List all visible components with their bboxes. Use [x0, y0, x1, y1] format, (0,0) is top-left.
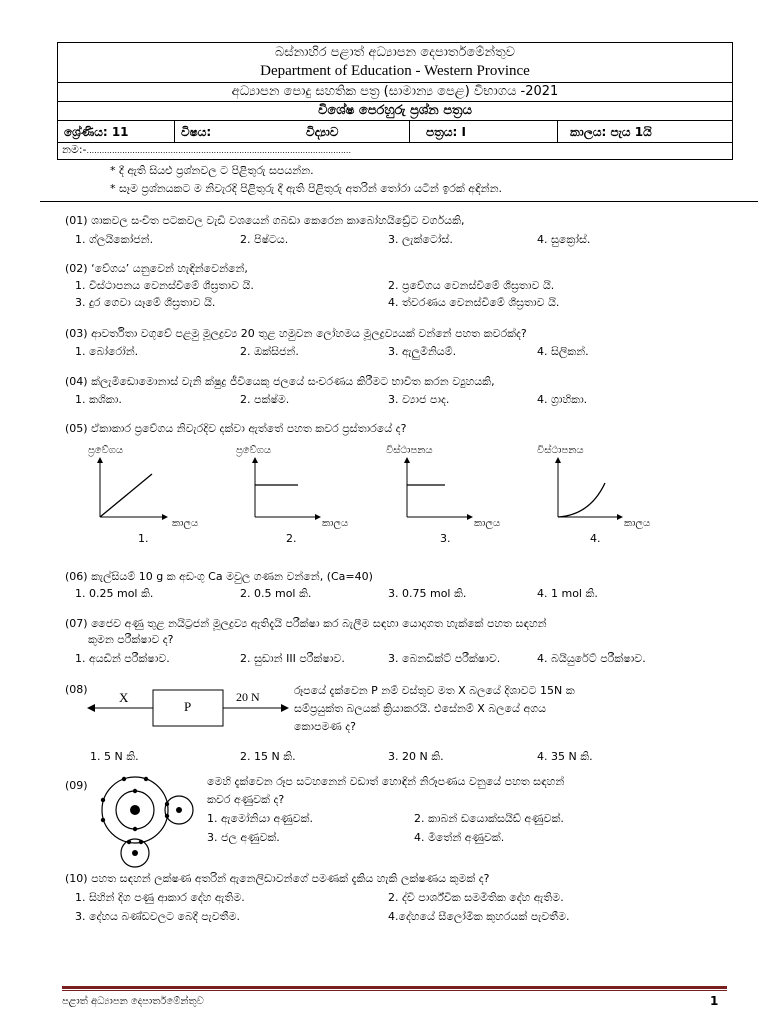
name-dots: ........................................................................................................	[86, 146, 351, 155]
name-label: නම:-	[62, 143, 87, 156]
block-p-label: P	[184, 699, 192, 714]
instruction-2: * සෑම ප්‍රශ්නයකට ම නිවැරදි පිළිතුරු දී ඇති පිළිතුරු අතරින් තෝරා යටින් ඉරක් අඳින්න.	[110, 182, 503, 195]
exam-line	[58, 83, 732, 102]
q2-option-1[interactable]: 1. විස්ථාපනය වෙනස්වීමේ ශීඝ්‍රතාව යි.	[75, 279, 254, 292]
q10-option-4[interactable]: 4.දේහයේ සීලෝමික කුහරයක් පැවතීම.	[388, 910, 570, 923]
q10-option-2[interactable]: 2. ද්වි පාර්ශ්වික සමමිතික දේහ ඇතිම.	[388, 891, 564, 904]
q10-option-1[interactable]: 1. සිහින් දිග පණු ආකාර දේහ ඇතිම.	[75, 891, 245, 904]
q1-option-4[interactable]: 4. සුක්‍රෝස්.	[537, 233, 591, 246]
question-10: (10) පහත සඳහන් ලක්ෂණ අතරින් ඇනෙලිඩාවන්ගේ පමණක් දැකිය හැකි ලක්ෂණය කුමක් ද?	[65, 872, 490, 885]
office-sinhala: බස්නාහිර පළාත් අධ්‍යාපන දෙපාර්තමේන්තුව	[274, 45, 515, 60]
q6-option-1[interactable]: 1. 0.25 mol කි.	[75, 587, 154, 600]
paper-cell: පත්‍රය: I	[410, 121, 558, 142]
q8-desc-3: කොපමණ ද?	[294, 720, 356, 733]
q9-desc-2: කවර අණුවක් ද?	[207, 793, 285, 806]
question-1: (01) ශාකවල සංචිත පටකවල වැඩි වශයෙන් ගබඩා කෙරෙන කාබෝහයිඩ්‍රේට වර්ගයකි,	[65, 214, 465, 227]
page-number: 1	[710, 994, 719, 1008]
q2-option-3[interactable]: 3. දුර ගෙවා යෑමේ ශීඝ්‍රතාව යි.	[75, 296, 216, 309]
graph-1[interactable]	[100, 460, 165, 517]
q9-option-1[interactable]: 1. ඇමෝනියා අණුවක්.	[207, 812, 313, 825]
graph4-curve	[558, 483, 605, 517]
q3-option-3[interactable]: 3. ඇලුමිනියම්.	[388, 345, 457, 358]
instructions-rule	[40, 201, 758, 202]
q1-option-3[interactable]: 3. ලැක්ටෝස්.	[388, 233, 453, 246]
paper-type: විශේෂ පෙරහුරු ප්‍රශ්න පත්‍රය	[318, 103, 472, 118]
info-row	[58, 121, 732, 143]
q3-option-1[interactable]: 1. බෝරෝන්.	[75, 345, 139, 358]
graph1-line	[100, 474, 152, 517]
grade-cell: ශ්‍රේණිය: 11	[58, 121, 175, 142]
q4-option-2[interactable]: 2. පක්ෂ්ම.	[240, 393, 290, 406]
graph-2[interactable]	[255, 460, 318, 517]
question-6: (06) කැල්සියම් 10 g ක අඩංගු Ca මවුල ගණන වන්නේ, (Ca=40)	[65, 570, 373, 583]
graph2-xlabel: කාලය	[322, 518, 349, 529]
q7-option-2[interactable]: 2. සුඩාන් III පරීක්ෂාව.	[240, 652, 345, 665]
q9-desc-1: මෙහි දැක්වෙන රූප සටහනෙන් වඩාත් හොඳින් නිරූපණය වනුයේ පහත සඳහන්	[207, 775, 565, 788]
q7-option-3[interactable]: 3. බෙනඩික්ට් පරීක්ෂාව.	[388, 652, 501, 665]
question-2: (02) ‘වේගය’ යනුවෙන් හැඳින්වෙන්නේ,	[65, 262, 248, 275]
header-office	[58, 43, 732, 83]
graph3-ylabel: විස්ථාපනය	[386, 445, 433, 456]
footer-rule	[62, 986, 727, 989]
q1-option-2[interactable]: 2. පිෂ්ටය.	[240, 233, 289, 246]
paper-type-row	[58, 102, 732, 121]
graph2-ylabel: ප්‍රවේගය	[236, 445, 272, 456]
graph-4[interactable]	[558, 460, 620, 517]
q3-option-2[interactable]: 2. ඔක්සිජන්.	[240, 345, 299, 358]
graph4-ylabel: විස්ථාපනය	[537, 445, 584, 456]
q3-option-4[interactable]: 4. සිලිකන්.	[537, 345, 589, 358]
q4-option-3[interactable]: 3. ව්‍යාජ පාද.	[388, 393, 450, 406]
graph1-xlabel: කාලය	[172, 518, 199, 529]
footer-rule-thin	[62, 990, 727, 991]
q2-option-2[interactable]: 2. ප්‍රවේගය වෙනස්වීමේ ශීඝ්‍රතාව යි.	[388, 279, 555, 292]
footer-text: පළාත් අධ්‍යාපන දෙපාර්තමේන්තුව	[62, 996, 204, 1007]
q4-option-1[interactable]: 1. කශිකා.	[75, 393, 122, 406]
q1-option-1[interactable]: 1. ග්ලයිකෝජන්.	[75, 233, 154, 246]
velocity-graphs	[0, 455, 768, 550]
q8-desc-1: රූපයේ දැක්වෙන P නම් වස්තුව මත X බලයේ දිශාවට 15N ක	[294, 684, 575, 697]
q6-option-4[interactable]: 4. 1 mol කි.	[537, 587, 598, 600]
q8-option-1[interactable]: 1. 5 N කි.	[90, 750, 139, 763]
q9-option-3[interactable]: 3. ජල අණුවක්.	[207, 831, 280, 844]
q8-option-2[interactable]: 2. 15 N කි.	[240, 750, 296, 763]
question-8: (08)	[65, 683, 88, 696]
q5-option-1[interactable]: 1.	[138, 532, 149, 545]
header-box	[57, 42, 733, 160]
question-9: (09)	[65, 779, 88, 792]
q4-option-4[interactable]: 4. ග්‍රාහිකා.	[537, 393, 588, 406]
q6-option-2[interactable]: 2. 0.5 mol කි.	[240, 587, 312, 600]
q8-option-4[interactable]: 4. 35 N කි.	[537, 750, 593, 763]
subject-label: විෂය:	[181, 125, 212, 139]
exam-title: අධ්‍යාපන පොදු සහතික පත්‍ර (සාමාන්‍ය පෙළ) විභාගය -2021	[231, 84, 559, 99]
graph4-xlabel: කාලය	[624, 518, 651, 529]
question-5: (05) ඒකාකාර ප්‍රවේගය නිවැරදිව දක්වා ඇත්තේ පහත කවර ප්‍රස්තාරයේ ද?	[65, 422, 407, 435]
graph3-xlabel: කාලය	[474, 518, 501, 529]
graph1-ylabel: ප්‍රවේගය	[88, 445, 124, 456]
q9-option-4[interactable]: 4. මීතේන් අණුවක්.	[414, 831, 505, 844]
instruction-1: * දී ඇති සියළු ප්‍රශ්නවල ට පිළිතුරු සපයන්න.	[110, 164, 314, 177]
q8-desc-2: සම්ප්‍රයුක්ත බලයක් ක්‍රියාකරයි. එසේනම් X බලයේ අගය	[294, 702, 546, 715]
q2-option-4[interactable]: 4. ත්වරණය වෙනස්වීමේ ශීඝ්‍රතාව යි.	[388, 296, 560, 309]
q5-option-3[interactable]: 3.	[440, 532, 451, 545]
question-3: (03) ආවර්තිතා වගුවේ පළමු මූලද්‍රව්‍ය 20 තුළ හමුවන ලෝහමය මූලද්‍රව්‍යයක් වන්නේ පහත කවරක්ද?	[65, 327, 527, 340]
force-x-label: X	[119, 690, 129, 705]
office-english: Department of Education - Western Province	[260, 63, 530, 79]
time-cell: කාලය: පැය 1යි	[570, 125, 652, 139]
question-4: (04) ක්ලැමිඩොමොනාස් වැනි ක්ෂුද්‍ර ජීවියෙකු ජලයේ සංචරණය කිරීමට භාවිත කරන ව්‍යුහයකි,	[65, 375, 495, 388]
graph-3[interactable]	[407, 460, 470, 517]
q7-option-4[interactable]: 4. බයියුරේට් පරීක්ෂාව.	[537, 652, 646, 665]
q5-option-2[interactable]: 2.	[286, 532, 297, 545]
q7-option-1[interactable]: 1. අයඩින් පරීක්ෂාව.	[75, 652, 170, 665]
q9-option-2[interactable]: 2. කාබන් ඩයොක්සයිඩ් අණුවක්.	[414, 812, 564, 825]
question-7-cont: කුමන පරීක්ෂාව ද?	[88, 633, 174, 646]
name-row	[58, 143, 732, 159]
q10-option-3[interactable]: 3. දේහය බණ්ඩවලට බෙදී පැවතීම.	[75, 910, 241, 923]
subject-value: විද්‍යාව	[300, 121, 410, 142]
question-7: (07) ජෛව අණු තුළ නයිට්‍රජන් මූලද්‍රව්‍ය ඇතිදැයි පරීක්ෂා කර බැලීම සඳහා යොදාගත හැක්කේ පහත සඳහන්	[65, 617, 547, 630]
q8-option-3[interactable]: 3. 20 N කි.	[388, 750, 444, 763]
q6-option-3[interactable]: 3. 0.75 mol කි.	[388, 587, 467, 600]
force-20n-label: 20 N	[236, 690, 260, 704]
molecule-diagram	[90, 772, 200, 872]
q5-option-4[interactable]: 4.	[590, 532, 601, 545]
